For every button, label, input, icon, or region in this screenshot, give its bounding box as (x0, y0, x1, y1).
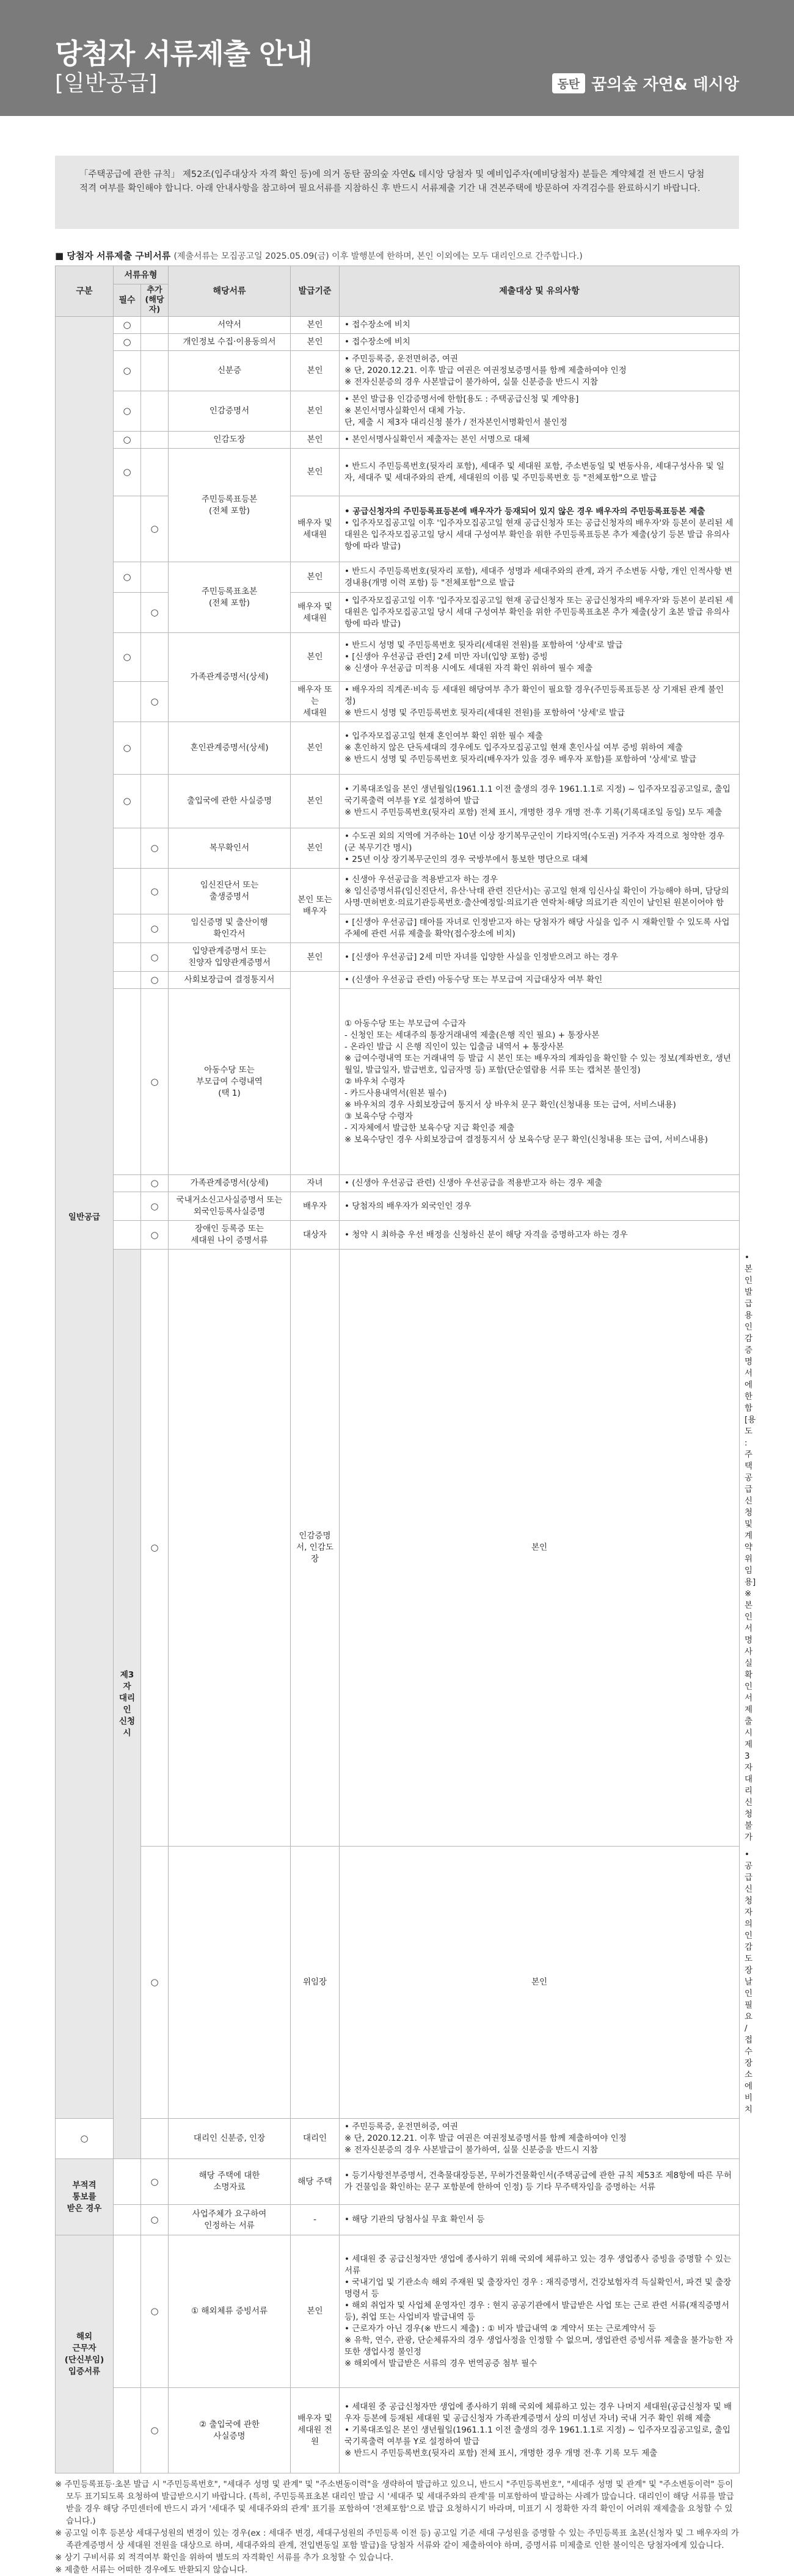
required-mark (114, 496, 141, 562)
notes-cell (340, 1221, 740, 1250)
notes-text: • 기록대조일을 본인 생년월일(1961.1.1 이전 출생의 경우 1961.1.1로 지정) ~ 입주자모집공고일로, 출입국기록출력 여부를 Y로 설정하여 발급 ※ 반드시 주민등록번호(뒷자리 포함) 전체 표시, 개명한 경우 개명 전·후 기록(기록대조일 동일) 모두 제출 (344, 784, 730, 817)
document-name: 임신진단서 또는 출생증명서 (169, 869, 291, 914)
footnote: ※ 주민등록표등·초본 발급 시 "주민등록번호", "세대주 성명 및 관계" 및 "주소변동이력"을 생략하여 발급하고 있으니, 반드시 "주민등록번호", "세대주 성명 및 관계" 및 "주소변동이력" 등이 모두 표기되도록 요청하여 발급받으시기 바랍니다. (특히, 주민등록표초본 대리인 발급 시 '세대주 및 세대주와의 관계'를 미포함하여 발급하는 사례가 많습니다. 대리인이 해당 서류를 발급받을 경우 해당 주민센터에 반드시 과거 '세대주 및 세대주와의 관계' 표기를 포함하여 '전체포함'으로 발급 요청하시기 바라며, 미표기 시 정확한 자격 확인이 어려워 재제출을 요청할 수 있습니다.) (55, 2480, 734, 2526)
issuer (291, 972, 340, 1175)
required-mark: ○ (114, 317, 141, 334)
additional-mark (141, 334, 169, 351)
notes-cell (340, 562, 740, 593)
notes-cell (340, 943, 740, 972)
brand-badge: 동탄 (552, 73, 586, 93)
issuer: 자녀 (291, 1175, 340, 1192)
col-header-group: 구분 (56, 266, 114, 317)
additional-mark (141, 562, 169, 593)
notes-text: • 입주자모집공고일 이후 '입주자모집공고일 현재 공급신청자 또는 공급신청자의 배우자'와 등본이 분리된 세대원은 입주자모집공고일 당시 세대 구성여부 확인을 위한 주민등록표초본 추가 제출(상기 초본 발급 유의사항에 따라 발급) (344, 596, 734, 629)
additional-mark: ○ (141, 593, 169, 633)
table-row (56, 869, 740, 914)
additional-mark: ○ (141, 828, 169, 869)
issuer: 배우자 및 세대원 (291, 593, 340, 633)
document-name: 사업주체가 요구하여 인정하는 서류 (169, 2205, 291, 2235)
document-name: 인감증명서 (169, 391, 291, 432)
issuer: 해당 주택 (291, 2159, 340, 2205)
notes-cell (340, 2119, 740, 2159)
section-title (55, 249, 739, 262)
required-mark (114, 989, 141, 1175)
document-name: 장애인 등록증 또는 세대원 나이 증명서류 (169, 1221, 291, 1250)
notes-cell (340, 496, 740, 562)
table-row (56, 2159, 740, 2205)
document-name: 인감도장 (169, 432, 291, 449)
notes-cell (340, 2388, 740, 2473)
issuer: 본인 (340, 1847, 740, 2119)
notes-text: ① 아동수당 또는 부모급여 수급자 - 신청인 또는 세대주의 통장거래내역 제출(은행 직인 필요) + 통장사본 - 온라인 발급 시 은행 직인이 있는 입출금 내역서 + 통장사본 ※ 급여수령내역 또는 거래내역 등 발급 시 본인 또는 배우자의 계좌임을 확인할 수 있는 정보(계좌번호, 생년월일, 발급일자, 발급번호, 입금자명 등) 포함(단순열람용 서류 또는 캡처본 불인정) ② 바우처 수령자 - 카드사용내역서(원본 필수) ※ 바우처의 경우 사회보장급여 통지서 상 바우처 문구 확인(신청내용 또는 급여, 서비스내용) ③ 보육수당 수령자 - 지자체에서 발급한 보육수당 지급 확인증 제출 ※ 보육수당인 경우 사회보장급여 결정통지서 상 보육수당 문구 확인(신청내용 또는 급여, 서비스내용) (344, 1018, 731, 1145)
required-mark: ○ (141, 1847, 169, 2119)
table-row (56, 682, 740, 722)
required-mark (114, 2205, 141, 2235)
notes-text: • 접수장소에 비치 (344, 337, 410, 347)
required-mark (114, 1175, 141, 1192)
issuer: 본인 (340, 1250, 740, 1847)
table-row (56, 496, 740, 562)
table-row (56, 593, 740, 633)
notes-cell (340, 633, 740, 682)
additional-mark (141, 2119, 169, 2159)
notes-text: • 반드시 주민등록번호(뒷자리 포함), 세대주 성명과 세대주와의 관계, 과거 주소변동 사항, 개인 인적사항 변경내용(개명 이력 포함) 등 "전체포함"으로 발급 (344, 566, 732, 588)
document-name: 서약서 (169, 317, 291, 334)
table-row (56, 775, 740, 828)
notes-cell (340, 989, 740, 1175)
additional-mark: ○ (141, 1192, 169, 1221)
table-row: 제3자 대리인 신청 시 ○ 인감증명서, 인감도장 본인 • 본인 발급용 인감증명서에 한함[용도 : 주택공급신청 및 계약위임용] ※ 본인서명사실확인서 제출 시 제3자 대리신청 불가 (56, 1250, 740, 1847)
additional-mark: ○ (141, 682, 169, 722)
table-row (56, 972, 740, 989)
additional-mark: ○ (141, 1175, 169, 1192)
required-mark: ○ (114, 432, 141, 449)
required-mark (114, 593, 141, 633)
notes-cell (340, 334, 740, 351)
notes-text: • (신생아 우선공급 관련) 아동수당 또는 부모급여 지급대상자 여부 확인 (344, 975, 603, 985)
table-row (56, 2119, 740, 2159)
document-name: 해당 주택에 대한 소명자료 (169, 2159, 291, 2205)
notes-text: • 당첨자의 배우자가 외국인인 경우 (344, 1201, 472, 1211)
col-header-notes: 제출대상 및 유의사항 (340, 266, 740, 317)
additional-mark: ○ (141, 869, 169, 914)
notes-cell (340, 2205, 740, 2235)
document-name: 아동수당 또는 부모급여 수령내역 (택 1) (169, 989, 291, 1175)
table-row (56, 633, 740, 682)
additional-mark: ○ (141, 2205, 169, 2235)
required-mark (114, 1192, 141, 1221)
notes-bold: • 공급신청자의 주민등록표등본에 배우자가 등재되어 있지 않은 경우 배우자의 주민등록표등본 제출 (344, 506, 705, 516)
brand-name: 꿈의숲 자연& 데시앙 (591, 76, 739, 94)
section-title-text: ■ 당첨자 서류제출 구비서류 (55, 250, 171, 261)
issuer: 본인 (291, 351, 340, 391)
document-name: 가족관계증명서(상세) (169, 1175, 291, 1192)
issuer: 본인 (291, 943, 340, 972)
col-header-issuer: 발급기준 (291, 266, 340, 317)
notes-cell (340, 775, 740, 828)
document-name: 주민등록표등본 (전체 포함) (169, 449, 291, 562)
additional-mark: ○ (141, 496, 169, 562)
additional-mark (169, 1250, 291, 1847)
document-name: ② 출입국에 관한 사실증명 (169, 2388, 291, 2473)
required-mark (114, 972, 141, 989)
issuer: - (291, 2205, 340, 2235)
documents-table (55, 266, 756, 2473)
additional-mark (141, 633, 169, 682)
required-mark (114, 1221, 141, 1250)
table-row (56, 1221, 740, 1250)
table-row (56, 1192, 740, 1221)
notes-text: • [신생아 우선공급] 태아를 자녀로 인정받고자 하는 당첨자가 해당 사실을 입주 시 재확인할 수 있도록 사업주체에 관련 서류 제출을 확약(접수장소에 비치) (344, 917, 730, 939)
additional-mark (141, 432, 169, 449)
notes-cell (340, 869, 740, 914)
table-row (56, 943, 740, 972)
table-row (56, 2235, 740, 2388)
required-mark (114, 914, 141, 943)
notes-cell (340, 1175, 740, 1192)
issuer: 본인 (291, 391, 340, 432)
issuer: 본인 (291, 317, 340, 334)
required-mark (114, 828, 141, 869)
document-name: 인감증명서, 인감도장 (291, 1250, 340, 1847)
group-label: 부적격 통보를 받은 경우 (56, 2159, 114, 2235)
table-row (56, 432, 740, 449)
notes-text: • 본인서명사실확인서 제출자는 본인 서명으로 대체 (344, 435, 530, 444)
document-name: 혼인관계증명서(상세) (169, 722, 291, 775)
issuer: 대상자 (291, 1221, 340, 1250)
notes-text: • 본인 발급용 인감증명서에 한함[용도 : 주택공급신청 및 계약용] ※ 본인서명사실확인서 대체 가능. 단, 제출 시 제3자 대리신청 불가 / 전자본인서명확인서 불인정 (344, 394, 579, 427)
additional-mark (141, 351, 169, 391)
document-name: ① 해외체류 증빙서류 (169, 2235, 291, 2388)
col-header-doc: 해당서류 (169, 266, 291, 317)
additional-mark (141, 317, 169, 334)
notes-cell (340, 449, 740, 496)
required-mark (114, 2159, 141, 2205)
table-row (56, 1175, 740, 1192)
table-row (56, 989, 740, 1175)
required-mark (114, 2388, 141, 2473)
issuer: 본인 (291, 432, 340, 449)
issuer: 본인 (291, 633, 340, 682)
additional-mark: ○ (141, 1221, 169, 1250)
notes-cell (340, 391, 740, 432)
required-mark: ○ (114, 775, 141, 828)
col-header-additional: 추가 (해당자) (141, 284, 169, 317)
document-name: 주민등록표초본 (전체 포함) (169, 562, 291, 633)
notes-text: • 수도권 외의 지역에 거주하는 10년 이상 장기복무군인이 기타지역(수도권) 거주자 자격으로 청약한 경우(군 복무기간 명시) • 25년 이상 장기복무군인의 경우 국방부에서 통보한 명단으로 대체 (344, 831, 724, 864)
required-mark: ○ (114, 391, 141, 432)
page-title: 당첨자 서류제출 안내 (55, 37, 312, 70)
additional-mark: ○ (141, 972, 169, 989)
notes-cell (340, 2235, 740, 2388)
required-mark: ○ (56, 2119, 114, 2159)
footnote: ※ 상기 구비서류 외 적격여부 확인을 위하여 별도의 자격확인 서류를 추가 요청할 수 있습니다. (55, 2553, 393, 2563)
additional-mark: ○ (141, 2235, 169, 2388)
notes-text: • 반드시 성명 및 주민등록번호 뒷자리(세대원 전원)를 포함하여 '상세'로 발급 • [신생아 우선공급 관련] 2세 미만 자녀(입양 포함) 증빙 ※ 신생아 우선공급 미적용 시에도 세대원 자격 확인 위하여 필수 제출 (344, 640, 623, 673)
notes-cell (340, 432, 740, 449)
notes-text: • 주민등록증, 운전면허증, 여권 ※ 단, 2020.12.21. 이후 발급 여권은 여권정보증명서를 함께 제출하여야 인정 ※ 전자신분증의 경우 사본발급이 불가하여, 실물 신분증을 반드시 지참 (344, 2122, 627, 2155)
required-mark: ○ (114, 633, 141, 682)
issuer: 배우자 또는 세대원 (291, 682, 340, 722)
notes-cell (340, 722, 740, 775)
notes-cell (340, 593, 740, 633)
issuer: 본인 (291, 775, 340, 828)
required-mark (114, 869, 141, 914)
issuer: 본인 (291, 722, 340, 775)
notes-text: • 해당 기관의 당첨사실 무효 확인서 등 (344, 2215, 485, 2224)
issuer: 본인 (291, 449, 340, 496)
page-header (0, 0, 794, 116)
document-name: 사회보장급여 결정통지서 (169, 972, 291, 989)
table-row (56, 2388, 740, 2473)
additional-mark (141, 391, 169, 432)
issuer: 본인 (291, 562, 340, 593)
col-header-type: 서류유형 (114, 266, 169, 284)
additional-mark: ○ (141, 989, 169, 1175)
table-row (56, 351, 740, 391)
notes-cell (340, 351, 740, 391)
table-row (56, 2205, 740, 2235)
additional-mark (141, 449, 169, 496)
required-mark: ○ (114, 562, 141, 593)
footnote: ※ 제출한 서류는 어떠한 경우에도 반환되지 않습니다. (55, 2565, 248, 2575)
document-name: 대리인 신분증, 인장 (169, 2119, 291, 2159)
table-row (56, 449, 740, 496)
issuer: 배우자 및 세대원 전원 (291, 2388, 340, 2473)
notes-text: • (신생아 우선공급 관련) 신생아 우선공급을 적용받고자 하는 경우 제출 (344, 1178, 603, 1188)
required-mark (114, 682, 141, 722)
notes-cell (340, 828, 740, 869)
brand-logo (552, 72, 739, 95)
table-row (56, 317, 740, 334)
issuer: 본인 또는 배우자 (291, 869, 340, 943)
notes-text: • 반드시 주민등록번호(뒷자리 포함), 세대주 및 세대원 포함, 주소변동일 및 변동사유, 세대구성사유 및 일자, 세대주 및 세대주와의 관계, 세대원의 이름 및 주민등록번호 등 "전체포함"으로 발급 (344, 461, 724, 483)
group-label: 제3자 대리인 신청 시 (114, 1250, 141, 2159)
document-name: 신분증 (169, 351, 291, 391)
issuer: 본인 (291, 334, 340, 351)
required-mark: ○ (114, 722, 141, 775)
additional-mark: ○ (141, 943, 169, 972)
required-mark: ○ (141, 1250, 169, 1847)
notes-text: • 청약 시 최하층 우선 배정을 신청하신 분이 해당 자격을 증명하고자 하는 경우 (344, 1229, 628, 1240)
table-row (56, 334, 740, 351)
notes-cell (340, 972, 740, 989)
document-name: 개인정보 수집·이용동의서 (169, 334, 291, 351)
additional-mark (141, 722, 169, 775)
required-mark: ○ (114, 334, 141, 351)
issuer: 본인 (291, 828, 340, 869)
required-mark (114, 943, 141, 972)
notes-text: • 접수장소에 비치 (344, 320, 410, 330)
table-row (56, 828, 740, 869)
additional-mark (169, 1847, 291, 2119)
document-name: 위임장 (291, 1847, 340, 2119)
document-name: 출입국에 관한 사실증명 (169, 775, 291, 828)
group-label: 일반공급 (56, 317, 114, 2119)
issuer: 배우자 (291, 1192, 340, 1221)
notes-text: • 입주자모집공고일 현재 혼인여부 확인 위한 필수 제출 ※ 혼인하지 않은 단독세대의 경우에도 입주자모집공고일 현재 혼인사실 여부 증빙 위하여 제출 ※ 반드시 성명 및 주민등록번호 뒷자리(배우자가 있을 경우 배우자 포함)를 포함하여 '상세'로 발급 (344, 731, 697, 764)
required-mark: ○ (114, 351, 141, 391)
issuer: 배우자 및 세대원 (291, 496, 340, 562)
notes-cell (340, 2159, 740, 2205)
table-row (56, 914, 740, 943)
document-name: 가족관계증명서(상세) (169, 633, 291, 722)
notes-text: • 주민등록증, 운전면허증, 여권 ※ 단, 2020.12.21. 이후 발급 여권은 여권정보증명서를 함께 제출하여야 인정 ※ 전자신분증의 경우 사본발급이 불가하여, 실물 신분증을 반드시 지참 (344, 354, 627, 387)
group-label: 해외 근무자 (단신부임) 입증서류 (56, 2235, 114, 2473)
notes-text: • 세대원 중 공급신청자만 생업에 종사하기 위해 국외에 체류하고 있는 경우 생업종사 증빙을 증명할 수 있는 서류 • 국내기업 및 기관소속 해외 주재원 및 출장자인 경우 : 재직증명서, 건강보험자격 득실확인서, 파견 및 출장명령서 등 • 해외 취업자 및 사업체 운영자인 경우 : 현지 공공기관에서 발급받은 사업 또는 근로 관련 서류(재직증명서 등), 취업 또는 사업비자 발급내역 등 • 근로자가 아닌 경우(※ 반드시 제출) : ① 비자 발급내역 ② 계약서 또는 근로계약서 등 ※ 유학, 연수, 관광, 단순체류자의 경우 생업사정을 인정할 수 없으며, 생업관련 증빙서류 제출을 불가능한 자 또한 생업사정 불인정 ※ 해외에서 발급받은 서류의 경우 번역공증 첨부 필수 (344, 2254, 734, 2368)
col-header-required: 필수 (114, 284, 141, 317)
notes-cell (340, 317, 740, 334)
additional-mark (141, 775, 169, 828)
notes-text: • 등기사항전부증명서, 건축물대장등본, 무허가건물확인서(주택공급에 관한 규칙 제53조 제8항에 따른 무허가 건물임을 확인하는 문구 포함분에 한하여 인정) 등 기타 무주택자임을 증명하는 서류 (344, 2171, 732, 2192)
table-row (56, 391, 740, 432)
notes-cell (340, 1192, 740, 1221)
document-name: 복무확인서 (169, 828, 291, 869)
notes-text: • 입주자모집공고일 이후 '입주자모집공고일 현재 공급신청자 또는 공급신청자의 배우자'와 등본이 분리된 세대원은 입주자모집공고일 당시 세대 구성여부 확인을 위한 주민등록표등본 추가 제출(상기 등본 발급 유의사항에 따라 발급) (344, 518, 734, 551)
additional-mark: ○ (141, 914, 169, 943)
notes-cell (340, 914, 740, 943)
table-row (56, 562, 740, 593)
table-row (56, 722, 740, 775)
footnotes (55, 2478, 739, 2576)
document-name: 입양관계증명서 또는 친양자 입양관계증명서 (169, 943, 291, 972)
issuer: 대리인 (291, 2119, 340, 2159)
additional-mark: ○ (141, 2159, 169, 2205)
notes-text: • 세대원 중 공급신청자만 생업에 종사하기 위해 국외에 체류하고 있는 경우 나머지 세대원(공급신청자 및 배우자 등본에 등재된 세대원 및 공급신청자 가족관계증명서 상의 미성년 자녀) 국내 거주 확인 위해 제출 • 기록대조일은 본인 생년월일(1961.1.1 이전 출생의 경우 1961.1.1로 지정) ~ 입주자모집공고일로, 출입국기록출력 여부를 Y로 설정하여 발급 ※ 반드시 주민등록번호(뒷자리 포함) 전체 표시, 개명한 경우 개명 전·후 기록 모두 제출 (344, 2402, 732, 2458)
notes-text: • [신생아 우선공급] 2세 미만 자녀를 입양한 사실을 인정받으려고 하는 경우 (344, 952, 619, 962)
required-mark (114, 2235, 141, 2388)
section-note: (제출서류는 모집공고일 2025.05.09(금) 이후 발행분에 한하며, 본인 이외에는 모두 대리인으로 간주합니다.) (173, 251, 583, 261)
table-row: ○ 위임장 본인 • 공급신청자의 인감도장 날인 필요 / 접수장소에 비치 (56, 1847, 740, 2119)
intro-box: 「주택공급에 관한 규칙」 제52조(입주대상자 자격 확인 등)에 의거 동탄 꿈의숲 자연& 데시앙 당첨자 및 예비입주자(예비당첨자) 분들은 계약체결 전 반드시 당첨 적격 여부를 확인해야 합니다. 아래 안내사항을 참고하여 필요서류를 지참하신 후 반드시 서류제출 기간 내 견본주택에 방문하여 자격검수를 완료하시기 바랍니다. (55, 156, 739, 229)
notes-text: • 배우자의 직계존·비속 등 세대원 해당여부 추가 확인이 필요할 경우(주민등록표등본 상 기재된 관계 불인정) ※ 반드시 성명 및 주민등록번호 뒷자리(세대원 전원)를 포함하여 '상세'로 발급 (344, 685, 724, 718)
notes-cell (340, 682, 740, 722)
issuer: 본인 (291, 2235, 340, 2388)
footnote: ※ 공고일 이후 등본상 세대구성원의 변경이 있는 경우(ex : 세대주 변경, 세대구성원의 주민등록 이전 등) 공고일 기준 세대 구성원을 증명할 수 있는 주민등록표 초본(신청자 및 그 배우자의 가족관계증명서 상 세대원 전원을 대상으로 하며, 세대주와의 관계, 전입변동일 포함 발급)을 당첨자 서류와 같이 제출하여야 하며, 증명서류 미제출로 인한 불이익은 당첨자에게 있습니다. (55, 2528, 739, 2550)
notes-text: • 신생아 우선공급을 적용받고자 하는 경우 ※ 임신증명서류(임신진단서, 유산·낙태 관련 진단서)는 공고일 현재 임신사실 확인이 가능해야 하며, 담당의사명·면허번호·의료기관등록번호·출산예정일·의료기관 연락처·해당 의료기관 직인이 날인된 원본이어야 함 (344, 874, 729, 908)
additional-mark: ○ (141, 2388, 169, 2473)
required-mark: ○ (114, 449, 141, 496)
document-name: 임신증명 및 출산이행 확인각서 (169, 914, 291, 943)
document-name: 국내거소신고사실증명서 또는 외국인등록사실증명 (169, 1192, 291, 1221)
page-subtitle: [일반공급] (55, 71, 158, 96)
